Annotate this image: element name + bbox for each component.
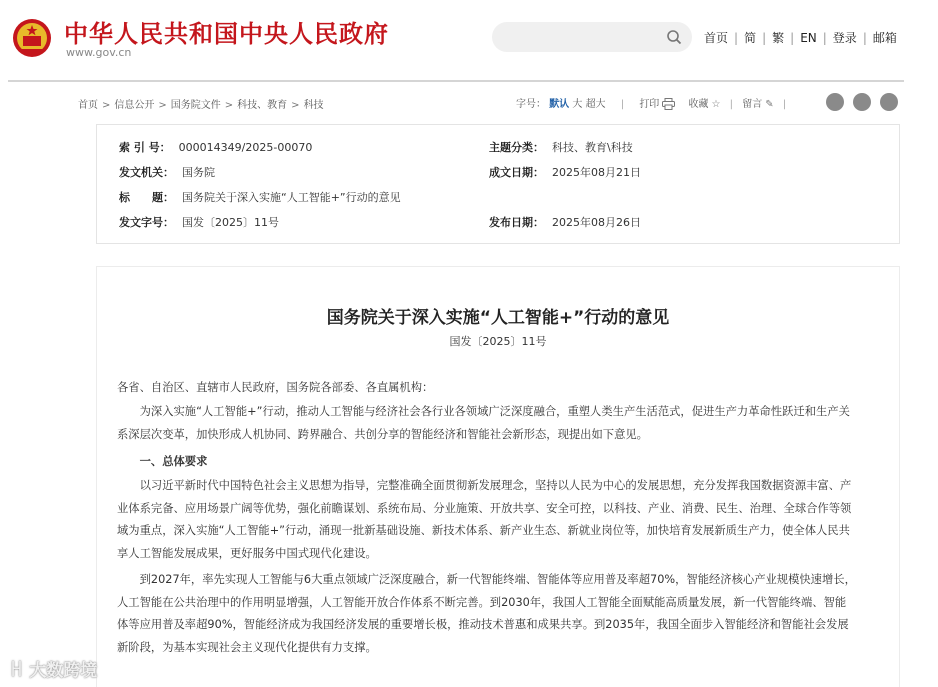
wechat-share-icon[interactable] — [853, 93, 871, 111]
print-button[interactable] — [639, 99, 675, 110]
breadcrumb-state-council-docs[interactable]: 国务院文件 — [170, 100, 221, 111]
info-created: 成文日期： 2025年08月21日 — [489, 166, 641, 179]
breadcrumb-science[interactable]: 科技 — [303, 100, 324, 111]
site-header — [0, 0, 938, 80]
fontsize-xlarge-button[interactable]: 超大 — [585, 99, 606, 110]
fontsize-label: 字号： — [516, 99, 546, 110]
star-icon: ☆ — [711, 98, 721, 110]
nav-english[interactable]: EN — [800, 31, 817, 45]
search-icon[interactable] — [666, 29, 682, 45]
favorite-button[interactable] — [689, 99, 721, 110]
more-share-icon[interactable] — [880, 93, 898, 111]
comment-label: 留言 — [742, 99, 763, 110]
article-intro: 为深入实施“人工智能+”行动，推动人工智能与经济社会各行业各领域广泛深度融合，重塑人类生产生活范式，促进生产力革命性跃迁和生产关系深层次变革，加快形成人机协同、跨界融合、共创分享的智能经济和智能社会新形态，现提出如下意见。 — [117, 405, 850, 441]
breadcrumb-sci-edu[interactable]: 科技、教育 — [237, 100, 288, 111]
article-tools: 字号： 默认 大 超大 | 打印 收藏 ☆ | 留言 ✎ | — [516, 98, 787, 110]
nav-traditional[interactable]: 繁 — [772, 31, 785, 45]
national-emblem-icon[interactable] — [12, 16, 52, 60]
watermark-logo: ꀿ 大数跨境 — [10, 661, 98, 681]
pencil-icon: ✎ — [765, 98, 774, 110]
article-doc-number: 国发〔2025〕11号 — [449, 335, 547, 348]
info-issuer: 发文机关： 国务院 — [119, 166, 215, 179]
info-category: 主题分类： 科技、教育\科技 — [489, 141, 633, 154]
section-heading: 一、总体要求 — [139, 455, 208, 468]
watermark-text: 大数跨境 — [29, 661, 98, 681]
article-paragraph: 以习近平新时代中国特色社会主义思想为指导，完整准确全面贯彻新发展理念，坚持以人民为中心的发展思想，充分发挥我国数据资源丰富、产业体系完备、应用场景广阔等优势，强化前瞻谋划、系统布局、分业施策、开放共享、安全可控，以科技、产业、消费、民生、治理、全球合作等领域为重点，深入实施“人工智能+”行动，涌现一批新基础设施、新技术体系、新产业生态、新就业岗位等，加快培育发展新质生产力，使全体人民共享人工智能发展成果，更好服务中国式现代化建设。 — [117, 479, 852, 561]
fontsize-default-button[interactable]: 默认 — [549, 99, 570, 110]
comment-button[interactable] — [742, 99, 773, 110]
breadcrumb-info-public[interactable]: 信息公开 — [114, 100, 155, 111]
top-nav: 首页 | 简 | 繁 | EN | 登录 | 邮箱 — [704, 31, 897, 45]
document-info-box — [96, 124, 900, 244]
header-divider — [8, 80, 904, 82]
nav-mail[interactable]: 邮箱 — [872, 31, 897, 45]
site-url: www.gov.cn — [66, 46, 132, 59]
nav-simplified[interactable]: 简 — [744, 31, 757, 45]
search-input[interactable] — [492, 22, 692, 52]
info-title: 标 题： 国务院关于深入实施“人工智能+”行动的意见 — [119, 191, 401, 204]
fontsize-large-button[interactable]: 大 — [572, 99, 583, 110]
site-title[interactable]: 中华人民共和国中央人民政府 — [64, 20, 389, 48]
nav-home[interactable]: 首页 — [704, 31, 729, 45]
article-salutation: 各省、自治区、直辖市人民政府，国务院各部委、各直属机构： — [117, 381, 434, 394]
print-label: 打印 — [639, 99, 660, 110]
article-paragraph: 到2027年，率先实现人工智能与6大重点领域广泛深度融合，新一代智能终端、智能体等应用普及率超70%，智能经济核心产业规模快速增长，人工智能在公共治理中的作用明显增强，人工智能开放合作体系不断完善。到2030年，我国人工智能全面赋能高质量发展，新一代智能终端、智能体等应用普及率超90%，智能经济成为我国经济发展的重要增长极，推动技术普惠和成果共享。到2035年，我国全面步入智能经济和智能社会发展新阶段，为基本实现社会主义现代化提供有力支撑。 — [117, 573, 856, 655]
breadcrumb-home[interactable]: 首页 — [78, 100, 98, 111]
info-index: 索 引 号： 000014349/2025-00070 — [119, 141, 313, 154]
favorite-label: 收藏 — [688, 99, 709, 110]
breadcrumb: 首页 > 信息公开 > 国务院文件 > 科技、教育 > 科技 — [78, 100, 324, 111]
article-title: 国务院关于深入实施“人工智能+”行动的意见 — [326, 308, 670, 328]
article-body — [96, 266, 900, 687]
printer-icon — [662, 98, 675, 110]
info-docno: 发文字号： 国发〔2025〕11号 — [119, 216, 279, 229]
info-published: 发布日期： 2025年08月26日 — [489, 216, 641, 229]
weibo-share-icon[interactable] — [826, 93, 844, 111]
nav-login[interactable]: 登录 — [832, 31, 857, 45]
